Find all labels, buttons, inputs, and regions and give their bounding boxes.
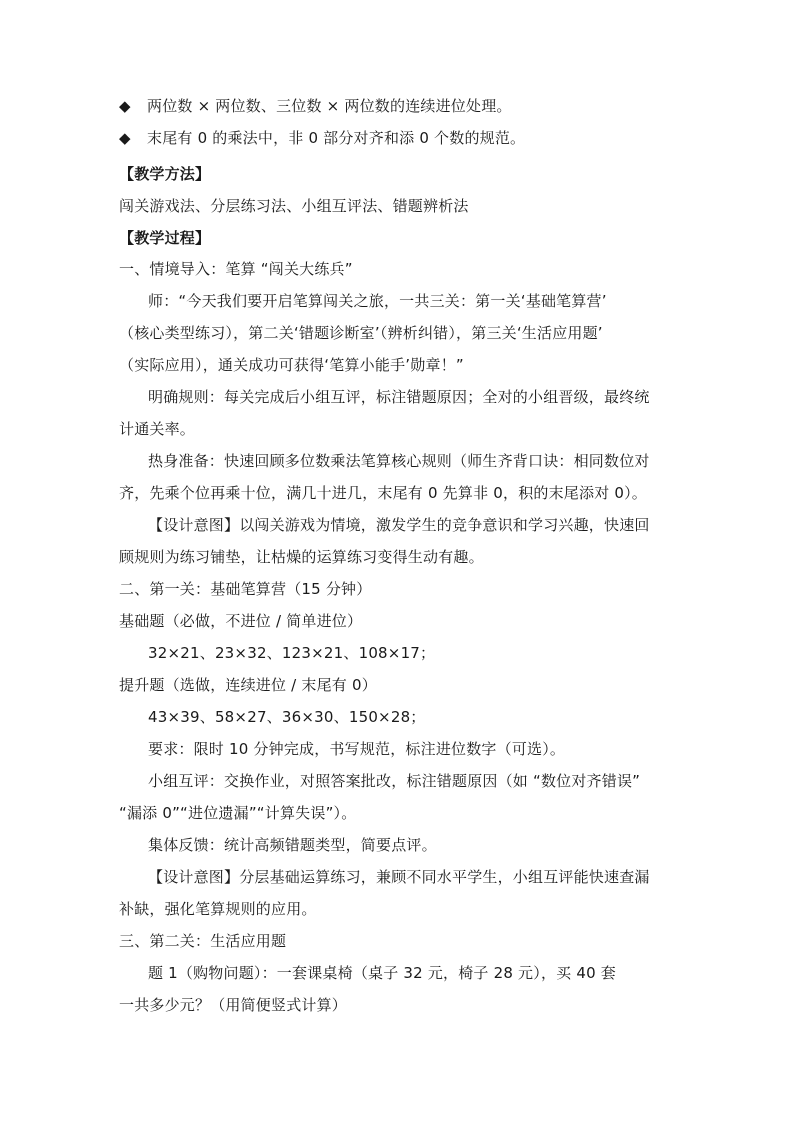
bullet-item-1 bbox=[119, 95, 679, 117]
intent1-line-2: 顾规则为练习铺垫，让枯燥的运算练习变得生动有趣。 bbox=[119, 548, 484, 566]
section3-title: 三、第二关：生活应用题 bbox=[119, 932, 287, 950]
feedback-text: 集体反馈：统计高频错题类型，简要点评。 bbox=[148, 836, 437, 854]
basic-items: 32×21、23×32、123×21、108×17； bbox=[148, 644, 436, 662]
q1-line-1: 题 1（购物问题）：一套课桌椅（桌子 32 元，椅子 28 元），买 40 套 bbox=[148, 964, 616, 982]
warmup-line-2: 齐，先乘个位再乘十位，满几十进几，末尾有 0 先算非 0，积的末尾添对 0）。 bbox=[119, 484, 648, 502]
section1-title: 一、情境导入：笔算 “闯关大练兵” bbox=[119, 260, 353, 278]
warmup-line-1: 热身准备：快速回顾多位数乘法笔算核心规则（师生齐背口诀：相同数位对 bbox=[148, 452, 650, 470]
teacher-line-3: （实际应用），通关成功可获得‘笔算小能手’勋章！” bbox=[119, 356, 464, 374]
teacher-line-2: （核心类型练习），第二关‘错题诊断室’（辨析纠错），第三关‘生活应用题’ bbox=[119, 324, 603, 342]
intent2-line-2: 补缺，强化笔算规则的应用。 bbox=[119, 900, 317, 918]
diamond-bullet-icon: ◆ bbox=[119, 129, 131, 147]
method-heading: 【教学方法】 bbox=[119, 165, 211, 183]
q1-line-2: 一共多少元？（用简便竖式计算） bbox=[119, 996, 348, 1014]
peer-line-1: 小组互评：交换作业，对照答案批改，标注错题原因（如 “数位对齐错误” bbox=[148, 772, 641, 790]
bullet-item-2 bbox=[119, 127, 679, 149]
section2-title: 二、第一关：基础笔算营（15 分钟） bbox=[119, 580, 372, 598]
bullet-text-1: 两位数 × 两位数、三位数 × 两位数的连续进位处理。 bbox=[147, 97, 512, 115]
process-heading: 【教学过程】 bbox=[119, 229, 211, 247]
diamond-bullet-icon: ◆ bbox=[119, 97, 131, 115]
method-text: 闯关游戏法、分层练习法、小组互评法、错题辨析法 bbox=[119, 197, 469, 215]
rule-line-1: 明确规则：每关完成后小组互评，标注错题原因；全对的小组晋级，最终统 bbox=[148, 388, 650, 406]
advanced-items: 43×39、58×27、36×30、150×28； bbox=[148, 708, 426, 726]
rule-line-2: 计通关率。 bbox=[119, 420, 196, 438]
advanced-label: 提升题（选做，连续进位 / 末尾有 0） bbox=[119, 676, 377, 694]
intent1-line-1: 【设计意图】以闯关游戏为情境，激发学生的竞争意识和学习兴趣，快速回 bbox=[148, 516, 650, 534]
intent2-line-1: 【设计意图】分层基础运算练习，兼顾不同水平学生，小组互评能快速查漏 bbox=[148, 868, 650, 886]
peer-line-2: “漏添 0”“进位遗漏”“计算失误”）。 bbox=[119, 804, 357, 822]
basic-label: 基础题（必做，不进位 / 简单进位） bbox=[119, 612, 363, 630]
teacher-line-1: 师：“今天我们要开启笔算闯关之旅，一共三关：第一关‘基础笔算营’ bbox=[148, 292, 607, 310]
bullet-text-2: 末尾有 0 的乘法中，非 0 部分对齐和添 0 个数的规范。 bbox=[147, 129, 526, 147]
requirement-text: 要求：限时 10 分钟完成，书写规范，标注进位数字（可选）。 bbox=[148, 740, 566, 758]
